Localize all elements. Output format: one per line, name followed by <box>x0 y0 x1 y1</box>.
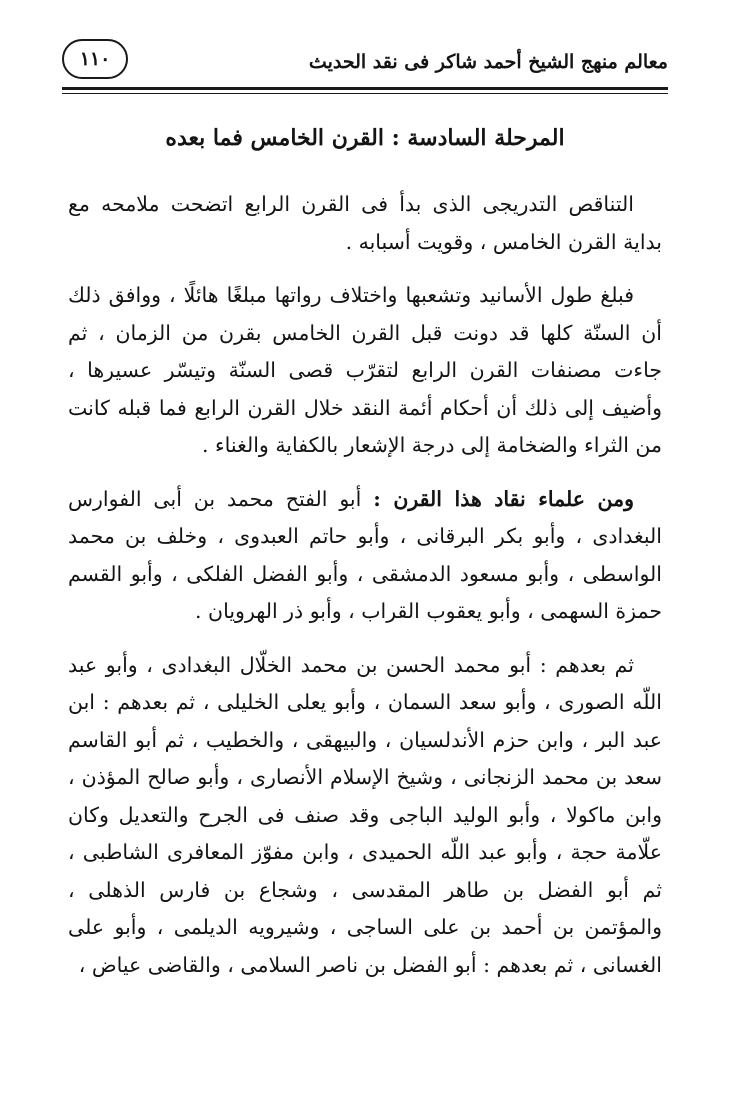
header-rule-thick <box>62 87 668 90</box>
section-heading: المرحلة السادسة : القرن الخامس فما بعده <box>165 125 565 151</box>
paragraph-lead: ومن علماء نقاد هذا القرن : <box>373 486 635 511</box>
body-text <box>68 186 662 1000</box>
running-header <box>62 38 668 86</box>
paragraph-text: التناقص التدريجى الذى بدأ فى القرن الرابع اتضحت ملامحه مع بداية القرن الخامس ، وقويت أسبابه . <box>68 192 662 254</box>
paragraph-text: فبلغ طول الأسانيد وتشعبها واختلاف رواتها مبلغًا هائلًا ، ووافق ذلك أن السنّة كلها قد دونت قبل القرن الخامس بقرن من الزمان ، ثم جاءت مصنفات القرن الرابع لتقرّب قصى السنّة وتيسّر عسيرها ، وأضيف إلى ذلك أن أحكام أئمة النقد خلال القرن الرابع فما قبله كانت من الثراء والضخامة إلى درجة الإشعار بالكفاية والغناء . <box>68 283 662 457</box>
paragraph-text: أبو الفتح محمد بن أبى الفوارس البغدادى ، وأبو بكر البرقانى ، وأبو حاتم العبدوى ، وخلف بن محمد الواسطى ، وأبو مسعود الدمشقى ، وأبو الفضل الفلكى ، وأبو القسم حمزة السهمى ، وأبو يعقوب القراب ، وأبو ذر الهرويان . <box>68 486 662 623</box>
paragraph <box>68 647 662 985</box>
paragraph <box>68 481 662 631</box>
header-rule-thin <box>62 93 668 94</box>
running-title: معالم منهج الشيخ أحمد شاكر فى نقد الحديث <box>308 51 668 73</box>
paragraph <box>68 277 662 465</box>
page-number: ١١٠ <box>62 39 128 79</box>
paragraph <box>68 186 662 261</box>
paragraph-text: ثم بعدهم : أبو محمد الحسن بن محمد الخلّال البغدادى ، وأبو عبد اللّه الصورى ، وأبو سعد السمان ، وأبو يعلى الخليلى ، ثم بعدهم : ابن عبد البر ، وابن حزم الأندلسيان ، والبيهقى ، والخطيب ، ثم أبو القاسم سعد بن محمد الزنجانى ، وشيخ الإسلام الأنصارى ، وأبو صالح المؤذن ، وابن ماكولا ، وأبو الوليد الباجى وقد صنف فى الجرح والتعديل وكان علّامة حجة ، وأبو عبد اللّه الحميدى ، وابن مفوّز المعافرى الشاطبى ، ثم أبو الفضل بن طاهر المقدسى ، وشجاع بن فارس الذهلى ، والمؤتمن بن أحمد بن على الساجى ، وشيرويه الديلمى ، وأبو على الغسانى ، ثم بعدهم : أبو الفضل بن ناصر السلامى ، والقاضى عياض ، <box>68 652 662 977</box>
